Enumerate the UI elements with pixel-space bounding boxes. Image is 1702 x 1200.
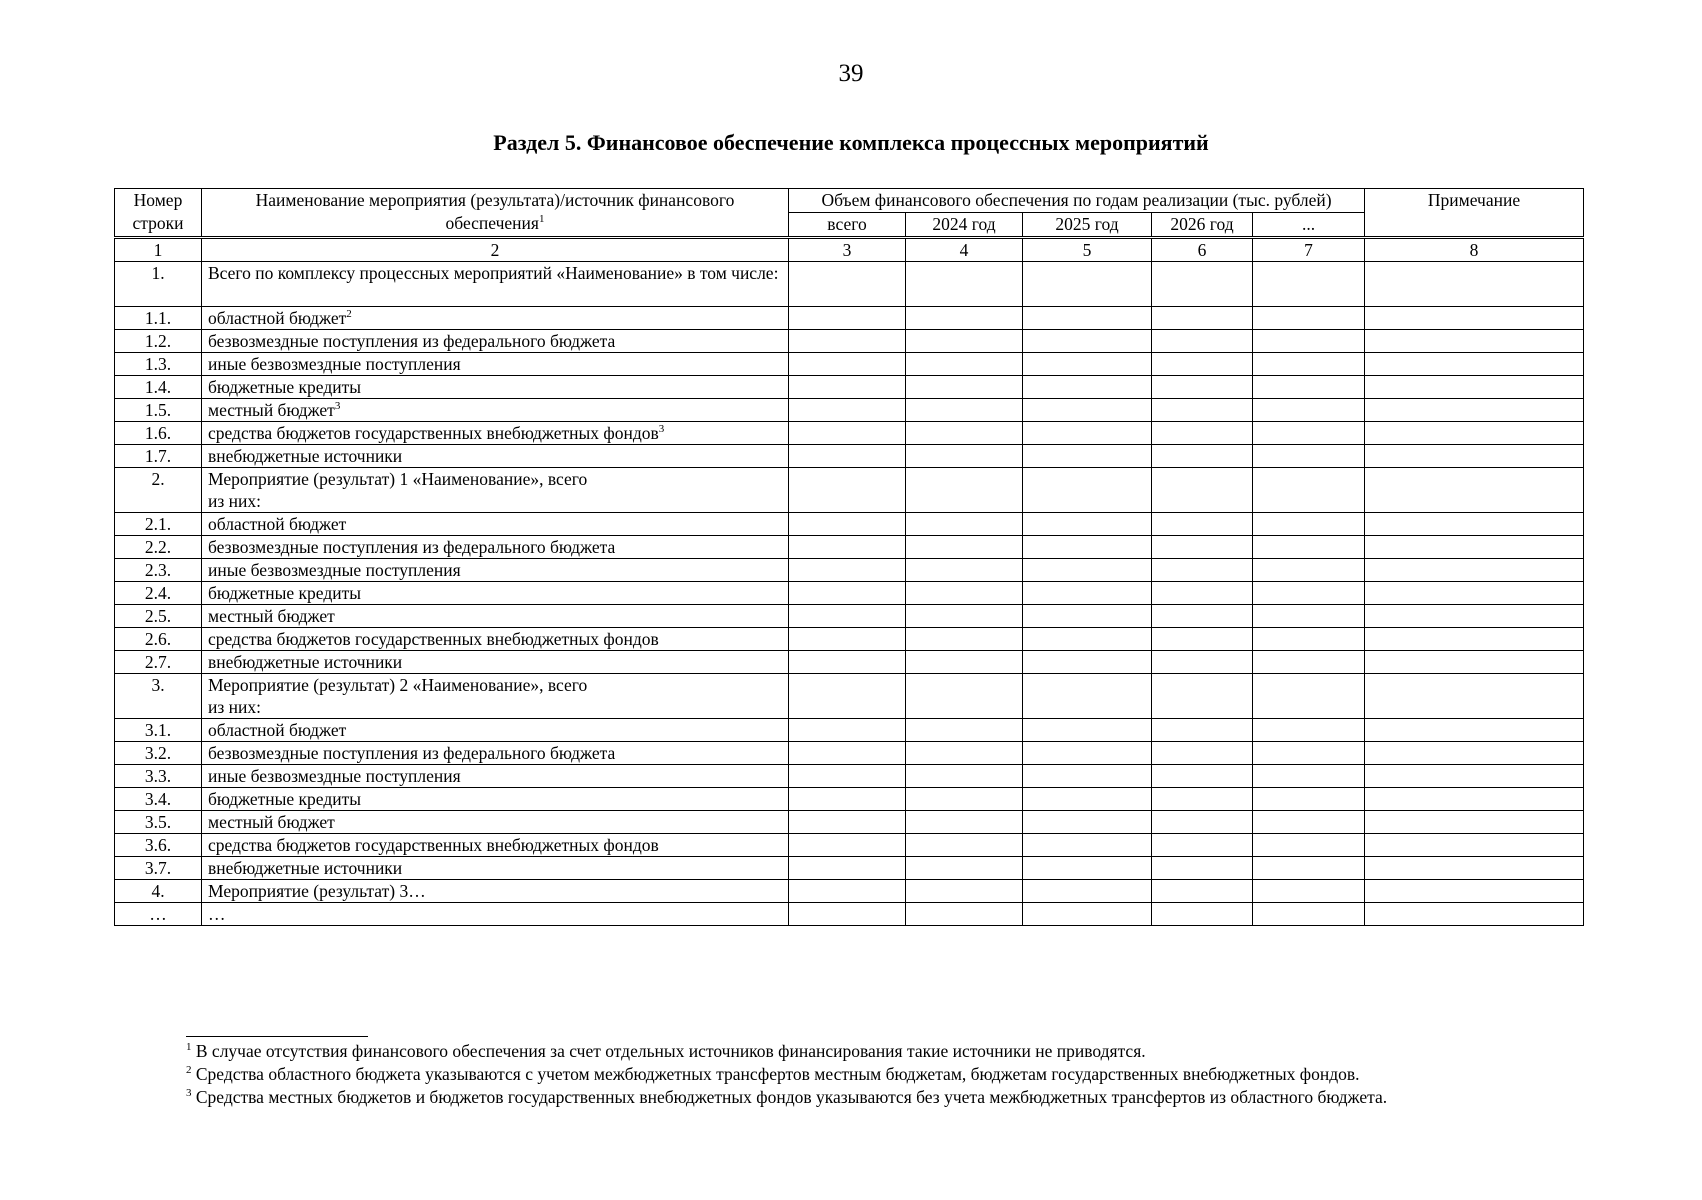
table-row [115,834,1584,857]
empty-cell [1365,742,1584,765]
empty-cell [789,765,906,788]
empty-cell [906,559,1023,582]
empty-cell [1365,307,1584,330]
row-number: 2.2. [115,536,202,559]
footnote-ref: 3 [658,423,665,436]
empty-cell [906,307,1023,330]
table-row [115,651,1584,674]
empty-cell [1253,903,1365,926]
row-number: 1.5. [115,399,202,422]
empty-cell [1253,330,1365,353]
header-year-2025: 2025 год [1023,213,1152,238]
empty-cell [789,651,906,674]
row-name: средства бюджетов государственных внебюджетных фондов [202,834,789,857]
row-number: 1.7. [115,445,202,468]
row-number: 3.6. [115,834,202,857]
header-year-2024: 2024 год [906,213,1023,238]
empty-cell [1023,719,1152,742]
empty-cell [1152,513,1253,536]
empty-cell [789,834,906,857]
empty-cell [789,857,906,880]
empty-cell [1253,468,1365,513]
empty-cell [1253,765,1365,788]
empty-cell [906,468,1023,513]
empty-cell [1152,559,1253,582]
empty-cell [789,330,906,353]
empty-cell [1253,674,1365,719]
header-more-years: ... [1253,213,1365,238]
table-row [115,582,1584,605]
table-row [115,788,1584,811]
header-volume: Объем финансового обеспечения по годам реализации (тыс. рублей) [789,189,1365,213]
table-row [115,262,1584,307]
table-row [115,536,1584,559]
empty-cell [906,765,1023,788]
row-number: 2.3. [115,559,202,582]
empty-cell [1152,628,1253,651]
row-name: безвозмездные поступления из федерального бюджета [202,742,789,765]
empty-cell [1023,880,1152,903]
empty-cell [1365,513,1584,536]
empty-cell [906,742,1023,765]
empty-cell [1253,880,1365,903]
empty-cell [1023,445,1152,468]
row-name: внебюджетные источники [202,857,789,880]
empty-cell [789,719,906,742]
empty-cell [906,376,1023,399]
empty-cell [1253,445,1365,468]
row-number: 1.1. [115,307,202,330]
empty-cell [1152,445,1253,468]
empty-cell [1023,307,1152,330]
column-number: 5 [1023,238,1152,262]
empty-cell [789,353,906,376]
row-name: внебюджетные источники [202,651,789,674]
empty-cell [1023,628,1152,651]
empty-cell [789,880,906,903]
table-row [115,857,1584,880]
empty-cell [1023,536,1152,559]
row-number: 1.4. [115,376,202,399]
footnote-ref: 2 [346,308,352,321]
empty-cell [906,834,1023,857]
row-name: безвозмездные поступления из федерального бюджета [202,536,789,559]
empty-cell [1152,674,1253,719]
empty-cell [1152,353,1253,376]
header-note: Примечание [1365,189,1584,238]
row-number: 2.1. [115,513,202,536]
empty-cell [1023,651,1152,674]
empty-cell [1253,559,1365,582]
empty-cell [1023,903,1152,926]
table-row [115,628,1584,651]
empty-cell [1253,422,1365,445]
empty-cell [1023,399,1152,422]
row-name: внебюджетные источники [202,445,789,468]
empty-cell [1023,788,1152,811]
row-name: иные безвозмездные поступления [202,353,789,376]
empty-cell [1023,422,1152,445]
row-number: 2. [115,468,202,513]
empty-cell [1023,582,1152,605]
empty-cell [789,628,906,651]
table-row [115,376,1584,399]
table-row [115,330,1584,353]
empty-cell [1365,445,1584,468]
empty-cell [1023,559,1152,582]
row-number: 3.5. [115,811,202,834]
empty-cell [1365,353,1584,376]
empty-cell [1365,422,1584,445]
table-row [115,513,1584,536]
table-row [115,605,1584,628]
column-number: 3 [789,238,906,262]
footnote-ref: 3 [334,400,341,413]
empty-cell [1152,536,1253,559]
empty-cell [1365,788,1584,811]
table-row [115,353,1584,376]
empty-cell [1253,719,1365,742]
footnote-2: $^2$ Средства областного бюджета указываются с учетом межбюджетных трансфертов местным бюджетам, бюджетам государственных внебюджетных фондов. [186,1064,1360,1084]
empty-cell [789,811,906,834]
empty-cell [906,651,1023,674]
empty-cell [906,513,1023,536]
empty-cell [1253,742,1365,765]
table-row [115,880,1584,903]
empty-cell [906,353,1023,376]
empty-cell [906,628,1023,651]
empty-cell [1253,307,1365,330]
row-name: иные безвозмездные поступления [202,559,789,582]
table-row [115,765,1584,788]
empty-cell [1365,903,1584,926]
row-name: бюджетные кредиты [202,376,789,399]
column-number: 4 [906,238,1023,262]
empty-cell [1152,376,1253,399]
empty-cell [1023,468,1152,513]
row-name: бюджетные кредиты [202,582,789,605]
empty-cell [1253,788,1365,811]
empty-cell [1152,742,1253,765]
empty-cell [1365,399,1584,422]
table-row [115,399,1584,422]
row-number: 2.6. [115,628,202,651]
header-name: Наименование мероприятия (результата)/источник финансового обеспечения$^1$ [202,189,789,238]
empty-cell [789,674,906,719]
empty-cell [906,857,1023,880]
empty-cell [1253,513,1365,536]
empty-cell [1365,651,1584,674]
empty-cell [789,422,906,445]
row-name: … [202,903,789,926]
empty-cell [906,330,1023,353]
empty-cell [1365,857,1584,880]
empty-cell [789,513,906,536]
empty-cell [1023,834,1152,857]
empty-cell [1152,582,1253,605]
empty-cell [1023,742,1152,765]
table-row [115,719,1584,742]
table-row [115,422,1584,445]
empty-cell [1365,811,1584,834]
header-row-number: Номер строки [115,189,202,238]
empty-cell [1253,628,1365,651]
empty-cell [789,307,906,330]
empty-cell [1253,834,1365,857]
empty-cell [906,262,1023,307]
empty-cell [1152,262,1253,307]
empty-cell [906,445,1023,468]
header-year-2026: 2026 год [1152,213,1253,238]
empty-cell [1253,353,1365,376]
row-number: 3.1. [115,719,202,742]
row-number: 3. [115,674,202,719]
empty-cell [1152,765,1253,788]
empty-cell [1152,788,1253,811]
empty-cell [789,376,906,399]
row-number: 3.3. [115,765,202,788]
column-number: 1 [115,238,202,262]
empty-cell [789,903,906,926]
column-numbers-row [115,238,1584,262]
empty-cell [1023,811,1152,834]
empty-cell [1152,857,1253,880]
empty-cell [1152,651,1253,674]
row-name: Всего по комплексу процессных мероприятий «Наименование» в том числе: [202,262,789,307]
row-name: средства бюджетов государственных внебюджетных фондов [202,628,789,651]
empty-cell [1023,262,1152,307]
row-name: Мероприятие (результат) 2 «Наименование», всего из них: [202,674,789,719]
empty-cell [789,536,906,559]
row-name: Мероприятие (результат) 3… [202,880,789,903]
empty-cell [906,399,1023,422]
row-number: 2.5. [115,605,202,628]
empty-cell [906,811,1023,834]
empty-cell [1365,536,1584,559]
empty-cell [1365,719,1584,742]
empty-cell [1253,376,1365,399]
table-row [115,742,1584,765]
row-name: областной бюджет [202,719,789,742]
row-name: местный бюджет [202,605,789,628]
table-row [115,468,1584,513]
table-row [115,903,1584,926]
row-name: областной бюджет [202,513,789,536]
empty-cell [1152,903,1253,926]
empty-cell [1365,330,1584,353]
row-name: иные безвозмездные поступления [202,765,789,788]
row-number: 3.2. [115,742,202,765]
empty-cell [1365,559,1584,582]
section-title: Раздел 5. Финансовое обеспечение комплекса процессных мероприятий [493,130,1209,155]
empty-cell [1365,880,1584,903]
empty-cell [906,674,1023,719]
footnote-3: $^3$ Средства местных бюджетов и бюджетов государственных внебюджетных фондов указываются без учета межбюджетных трансфертов из областного бюджета. [186,1087,1388,1107]
empty-cell [1365,674,1584,719]
row-number: 1.6. [115,422,202,445]
empty-cell [1023,605,1152,628]
empty-cell [1023,376,1152,399]
empty-cell [1023,674,1152,719]
empty-cell [906,582,1023,605]
row-name: средства бюджетов государственных внебюджетных фондов$^3$ [202,422,789,445]
row-number: 1.3. [115,353,202,376]
empty-cell [1253,399,1365,422]
empty-cell [1023,765,1152,788]
empty-cell [1365,834,1584,857]
empty-cell [1365,628,1584,651]
empty-cell [1253,857,1365,880]
empty-cell [789,559,906,582]
empty-cell [1365,765,1584,788]
empty-cell [1152,307,1253,330]
empty-cell [1152,719,1253,742]
empty-cell [789,399,906,422]
row-name: местный бюджет [202,811,789,834]
row-name: безвозмездные поступления из федерального бюджета [202,330,789,353]
table-row [115,811,1584,834]
table-row [115,307,1584,330]
empty-cell [1365,468,1584,513]
empty-cell [1152,330,1253,353]
column-number: 7 [1253,238,1365,262]
table-row [115,445,1584,468]
empty-cell [1023,513,1152,536]
empty-cell [789,788,906,811]
table-row [115,674,1584,719]
empty-cell [906,536,1023,559]
empty-cell [1253,605,1365,628]
column-number: 8 [1365,238,1584,262]
financial-table [114,188,1584,926]
empty-cell [789,582,906,605]
row-number: 2.4. [115,582,202,605]
empty-cell [906,788,1023,811]
footnote-ref-1: 1 [538,213,545,226]
empty-cell [906,719,1023,742]
column-number: 2 [202,238,789,262]
empty-cell [1253,651,1365,674]
empty-cell [1152,468,1253,513]
row-name: местный бюджет$^3$ [202,399,789,422]
empty-cell [1152,399,1253,422]
empty-cell [1365,376,1584,399]
empty-cell [1152,422,1253,445]
empty-cell [1365,582,1584,605]
empty-cell [1152,834,1253,857]
empty-cell [789,742,906,765]
empty-cell [1152,880,1253,903]
empty-cell [1152,605,1253,628]
empty-cell [1365,605,1584,628]
empty-cell [789,445,906,468]
row-name: Мероприятие (результат) 1 «Наименование», всего из них: [202,468,789,513]
row-name: бюджетные кредиты [202,788,789,811]
row-number: 3.7. [115,857,202,880]
footnotes [186,1040,1606,1109]
empty-cell [1253,536,1365,559]
page-number: 39 [838,60,864,87]
empty-cell [1023,353,1152,376]
footnote-1: $^1$ В случае отсутствия финансового обеспечения за счет отдельных источников финансирования такие источники не приводятся. [186,1041,1146,1061]
footnote-separator [186,1036,368,1037]
empty-cell [1152,811,1253,834]
empty-cell [789,468,906,513]
row-number: 3.4. [115,788,202,811]
empty-cell [1023,857,1152,880]
empty-cell [906,422,1023,445]
row-number: 1.2. [115,330,202,353]
empty-cell [789,605,906,628]
row-number: 1. [115,262,202,307]
row-name: областной бюджет$^2$ [202,307,789,330]
row-number: … [115,903,202,926]
row-number: 4. [115,880,202,903]
empty-cell [1365,262,1584,307]
row-number: 2.7. [115,651,202,674]
empty-cell [1023,330,1152,353]
table-row [115,559,1584,582]
header-total: всего [789,213,906,238]
empty-cell [1253,262,1365,307]
empty-cell [1253,582,1365,605]
empty-cell [906,605,1023,628]
empty-cell [1253,811,1365,834]
empty-cell [906,903,1023,926]
empty-cell [906,880,1023,903]
empty-cell [789,262,906,307]
column-number: 6 [1152,238,1253,262]
